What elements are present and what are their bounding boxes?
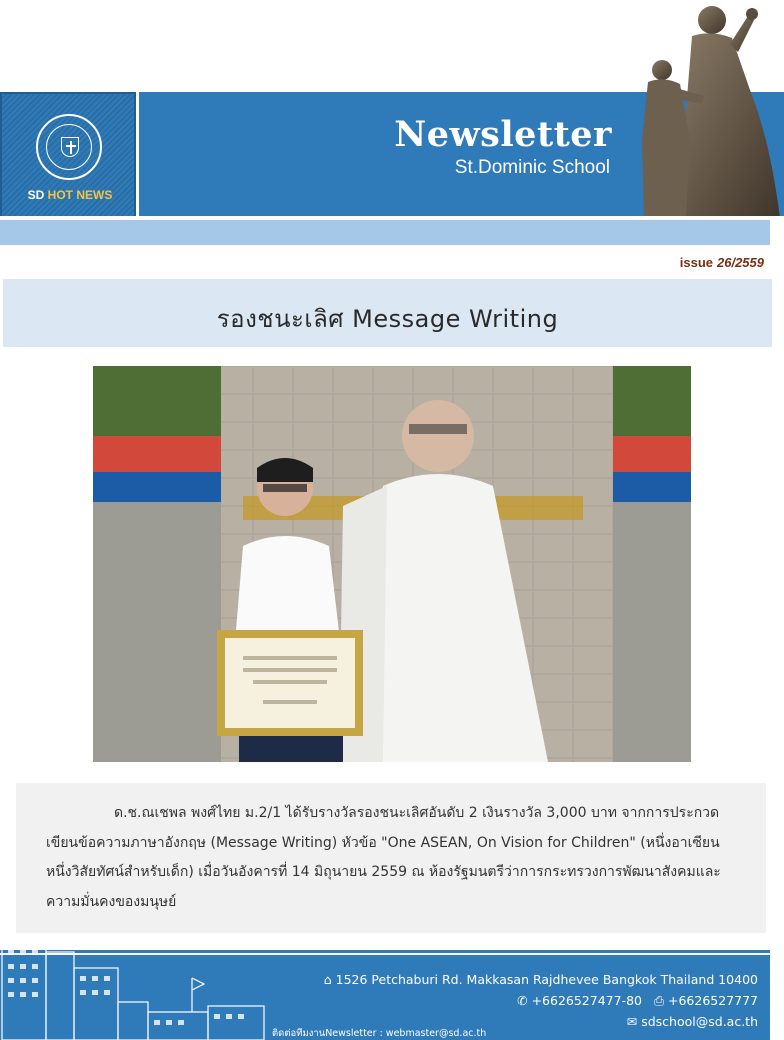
newsletter-subtitle: St.Dominic School — [454, 157, 610, 178]
hot-news-badge: SD HOT NEWS — [27, 188, 113, 202]
footer-email[interactable]: ✉ sdschool@sd.ac.th — [626, 1014, 758, 1029]
footer-phone: ✆ +6626527477-80 ⎙ +6626527777 — [517, 993, 758, 1008]
logo-divider — [136, 92, 139, 218]
school-seal-icon — [36, 114, 102, 180]
newsletter-title: Newsletter — [394, 114, 612, 155]
article-body-box — [16, 783, 766, 933]
article-headline: รองชนะเลิศ Message Writing — [216, 305, 559, 333]
logo-box — [0, 92, 136, 218]
award-photo — [93, 366, 691, 762]
header-sub-band — [0, 220, 770, 245]
home-icon: ⌂ — [323, 972, 332, 987]
school-building-icon — [0, 934, 270, 1040]
headline-box — [3, 279, 772, 347]
envelope-icon: ✉ — [626, 1014, 638, 1029]
issue-label: issue 26/2559 — [679, 255, 764, 270]
footer-address: ⌂ 1526 Petchaburi Rd. Makkasan Rajdhevee Bangkok Thailand 10400 — [323, 972, 758, 987]
footer-contact[interactable]: ติดต่อทีมงานNewsletter : webmaster@sd.ac.th — [272, 1028, 487, 1039]
issue-number: 26/2559 — [717, 255, 764, 270]
phone-icon: ✆ — [517, 993, 528, 1008]
fax-icon: ⎙ — [653, 993, 664, 1008]
article-body: ด.ช.ณเชพล พงศ์ไทย ม.2/1 ได้รับรางวัลรองชนะเลิศอันดับ 2 เงินรางวัล 3,000 บาท จากการประกวดเขียนข้อความภาษาอังกฤษ (Message Writing) หัวข้อ "One ASEAN, On Vision for Children" (หนึ่งอาเซียน หนึ่งวิสัยทัศน์สำหรับเด็ก) เมื่อวันอังคารที่ 14 มิถุนายน 2559 ณ ห้องรัฐมนตรีว่าการกระทรวงการพัฒนาสังคมและความมั่นคงของมนุษย์ — [46, 805, 721, 910]
statue-image — [620, 0, 784, 218]
